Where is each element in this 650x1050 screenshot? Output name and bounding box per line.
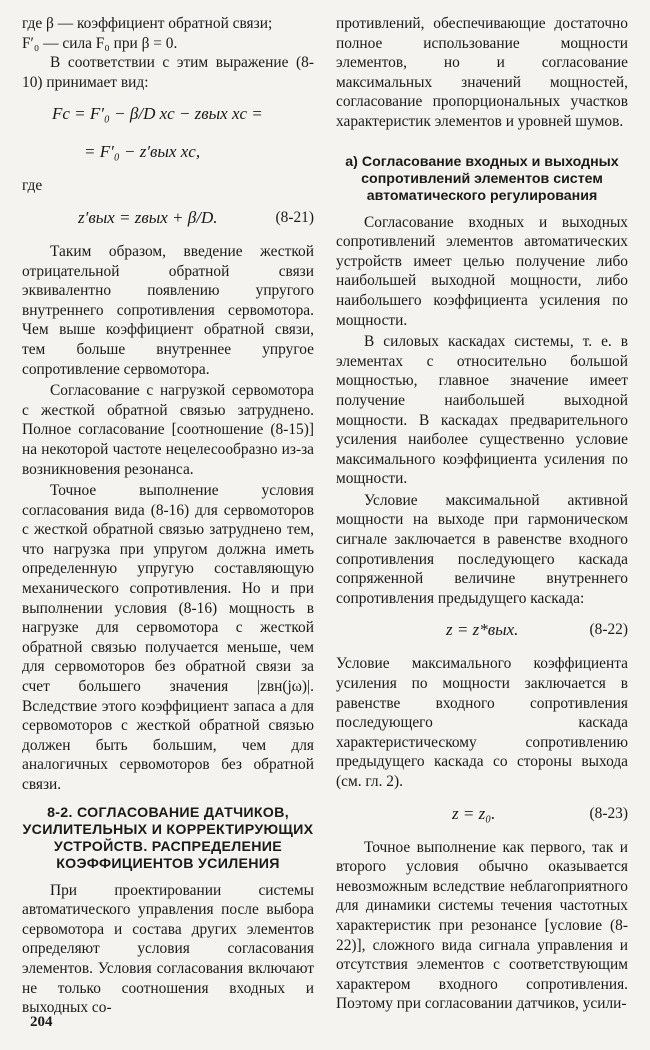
equation-8-21 (22, 204, 314, 234)
page-number: 204 (30, 1014, 53, 1030)
equation-text: Fc = F′₀ − β/D xc − zвых xc = (52, 104, 263, 124)
equation-number: (8-21) (275, 208, 314, 226)
equation-number: (8-23) (589, 804, 628, 822)
equation-8-22 (336, 616, 628, 646)
paragraph: Условие максимальной активной мощности на выходе при гармоническом сигнале заключается в равенстве входного сопротивления последующего каскада сопряженной величине внутреннего сопротивления предыдущего каскада: (336, 491, 628, 607)
paragraph: Таким образом, введение жесткой отрицательной обратной связи эквивалентно появлению упругого внутреннего сопротивления сервомотора. Чем выше коэффициент обратной связи, тем больше внутреннее упругое сопротивление сервомотора. (22, 242, 314, 378)
equation-text: = F′₀ − z′вых xc, (84, 142, 201, 162)
paragraph: Точное выполнение условия согласования вида (8-16) для сервомоторов с жесткой обратной связью затруднено тем, что нагрузка при упругом должна иметь определенную упругую составляющую механического сопротивления. Но и при выполнении условия (8-16) мощность в нагрузке для сервомотора с жесткой обратной связью получается меньше, чем для сервомоторов без обратной связи за счет большего значения |zвн(jω)|. Вследствие этого коэффициент запаса a для сервомоторов с жесткой обратной связью должен быть большим, чем для аналогичных сервомоторов без обратной связи. (22, 482, 314, 793)
paragraph: Согласование входных и выходных сопротивлений элементов автоматических устройств имеет целью получение либо наибольшей выходной мощности, либо наибольшего коэффициента усиления по мощности. (336, 213, 628, 329)
equation-number: (8-22) (589, 621, 628, 639)
paragraph: Согласование с нагрузкой сервомотора с жесткой обратной связью затруднено. Полное согласование [соотношение (8-15)] на некоторой частоте нецелесообразно из-за возникновения резонанса. (22, 382, 314, 478)
intro-line-2: F′₀ — сила F₀ при β = 0. (22, 34, 178, 52)
equation-text: z = z*вых. (446, 620, 519, 640)
where-label: где (22, 177, 43, 195)
paragraph: противлений, обеспечивающие достаточно полное использование мощности элементов, но и согласование максимальных значений мощностей, согласование пропорциональных участков характеристик элементов и уровней шумов. (336, 15, 628, 130)
equation-fc-line1 (22, 100, 314, 130)
equation-fc-line2 (22, 138, 314, 168)
left-column (22, 14, 314, 1018)
section-heading: 8-2. СОГЛАСОВАНИЕ ДАТЧИКОВ, УСИЛИТЕЛЬНЫХ И КОРРЕКТИРУЮЩИХ УСТРОЙСТВ. РАСПРЕДЕЛЕНИЕ КОЭФФИЦИЕНТОВ УСИЛЕНИЯ (22, 804, 314, 872)
intro-line-1: где β — коэффициент обратной связи; (22, 15, 273, 32)
paragraph: В соответствии с этим выражение (8-10) принимает вид: (22, 54, 314, 91)
equation-text: z′вых = zвых + β/D. (78, 207, 218, 227)
paragraph: Условие максимального коэффициента усиления по мощности заключается в равенстве входного сопротивления последующего каскада характеристическому сопротивлению предыдущего каскада со стороны выхода (см. гл. 2). (336, 655, 628, 790)
right-column (336, 14, 628, 1014)
paragraph: Точное выполнение как первого, так и второго условия обычно оказывается невозможным вследствие неблагоприятного для динамики системы течения частотных характеристик при резонансе [условие (8-22)], сложного вида сигнала управления и отсутствия элементов с соответствующим характером входного сопротивления. Поэтому при согласовании датчиков, усили- (336, 838, 628, 1013)
equation-8-23 (336, 800, 628, 830)
equation-text: z = z₀. (452, 803, 496, 823)
paragraph: В силовых каскадах системы, т. е. в элементах с относительно большой мощностью, главное значение имеет получение наибольшей выходной мощности. В каскадах предварительного усиления наиболее существенно условие максимального коэффициента усиления по мощности. (336, 333, 628, 488)
paragraph: При проектировании системы автоматического управления после выбора сервомотора и состава других элементов определяют условия согласования элементов. Условия согласования включают не только соотношения входных и выходных со- (22, 881, 314, 1017)
subsection-heading: а) Согласование входных и выходных сопротивлений элементов систем автоматического регулирования (345, 153, 619, 204)
